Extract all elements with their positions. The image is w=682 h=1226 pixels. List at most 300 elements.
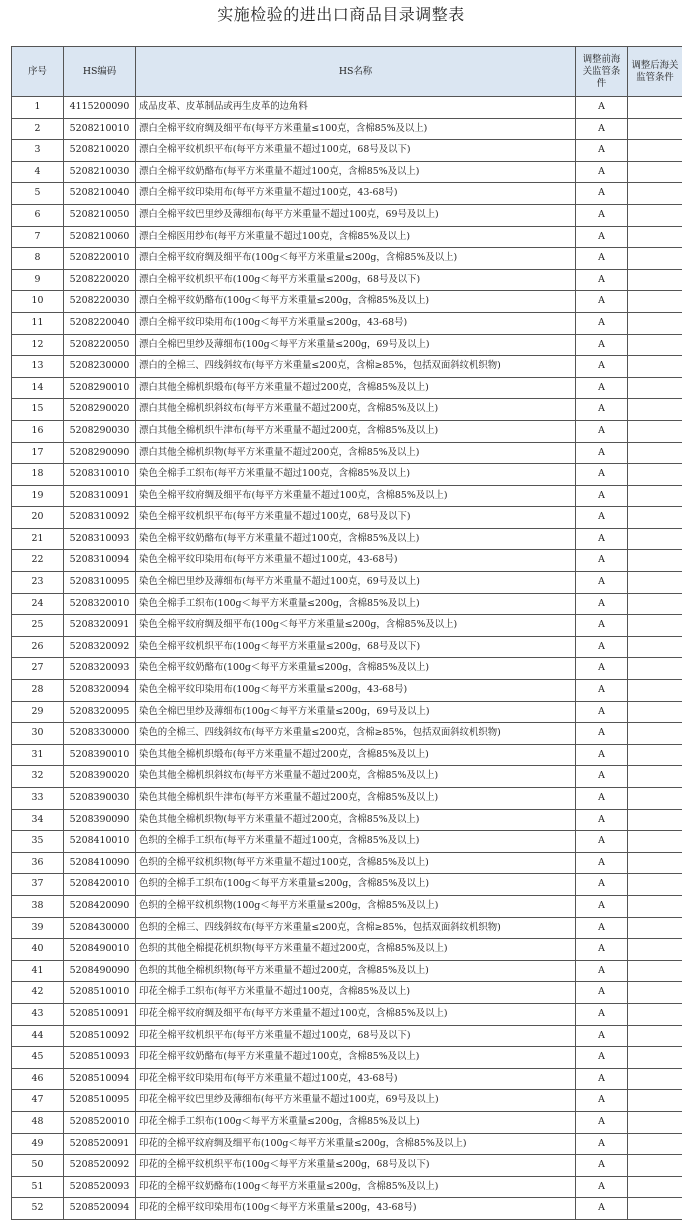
table-row	[12, 1133, 682, 1155]
table-row	[12, 1003, 682, 1025]
table-row	[12, 377, 682, 399]
header-row	[12, 47, 682, 97]
cell-before-condition: A	[576, 1047, 628, 1069]
table-row	[12, 248, 682, 270]
cell-seq: 43	[12, 1003, 64, 1025]
table-row	[12, 723, 682, 745]
cell-after-condition	[628, 939, 682, 961]
table-row	[12, 334, 682, 356]
cell-hs-code: 5208290010	[64, 377, 136, 399]
cell-seq: 30	[12, 723, 64, 745]
cell-seq: 51	[12, 1176, 64, 1198]
cell-after-condition	[628, 917, 682, 939]
cell-seq: 17	[12, 442, 64, 464]
cell-after-condition	[628, 507, 682, 529]
table-row	[12, 140, 682, 162]
cell-before-condition: A	[576, 334, 628, 356]
cell-seq: 34	[12, 809, 64, 831]
table-row	[12, 766, 682, 788]
cell-hs-name: 印花全棉平纹巴里纱及薄细布(每平方米重量不超过100克，69号及以上)	[136, 1090, 576, 1112]
table-row	[12, 464, 682, 486]
cell-seq: 1	[12, 97, 64, 119]
cell-hs-code: 5208210040	[64, 183, 136, 205]
table-row	[12, 97, 682, 119]
table-row	[12, 1111, 682, 1133]
cell-after-condition	[628, 528, 682, 550]
cell-seq: 28	[12, 680, 64, 702]
cell-hs-name: 漂白全棉平纹机织平布(100g＜每平方米重量≤200g，68号及以下)	[136, 269, 576, 291]
table-row	[12, 917, 682, 939]
table-row	[12, 809, 682, 831]
cell-before-condition: A	[576, 831, 628, 853]
table-row	[12, 593, 682, 615]
table-row	[12, 788, 682, 810]
page-title: 实施检验的进出口商品目录调整表	[217, 5, 465, 24]
cell-seq: 47	[12, 1090, 64, 1112]
cell-after-condition	[628, 312, 682, 334]
table-row	[12, 442, 682, 464]
table-row	[12, 528, 682, 550]
cell-hs-code: 5208510010	[64, 982, 136, 1004]
cell-after-condition	[628, 960, 682, 982]
cell-hs-name: 漂白全棉平纹奶酪布(每平方米重量不超过100克，含棉85%及以上)	[136, 161, 576, 183]
table-row	[12, 183, 682, 205]
cell-before-condition: A	[576, 636, 628, 658]
cell-after-condition	[628, 140, 682, 162]
cell-hs-name: 漂白全棉平纹机织平布(每平方米重量不超过100克，68号及以下)	[136, 140, 576, 162]
cell-after-condition	[628, 766, 682, 788]
cell-seq: 46	[12, 1068, 64, 1090]
cell-after-condition	[628, 636, 682, 658]
cell-after-condition	[628, 572, 682, 594]
table-row	[12, 701, 682, 723]
cell-hs-code: 5208410010	[64, 831, 136, 853]
header-before-condition: 调整前海关监管条件	[576, 47, 628, 97]
cell-hs-name: 漂白其他全棉机织斜纹布(每平方米重量不超过200克，含棉85%及以上)	[136, 399, 576, 421]
cell-after-condition	[628, 118, 682, 140]
table-row	[12, 161, 682, 183]
cell-hs-code: 5208210050	[64, 204, 136, 226]
cell-before-condition: A	[576, 1003, 628, 1025]
cell-hs-name: 印花全棉手工织布(每平方米重量不超过100克，含棉85%及以上)	[136, 982, 576, 1004]
cell-after-condition	[628, 291, 682, 313]
cell-hs-name: 漂白全棉平纹印染用布(100g＜每平方米重量≤200g，43-68号)	[136, 312, 576, 334]
header-hs-name: HS名称	[136, 47, 576, 97]
cell-before-condition: A	[576, 226, 628, 248]
cell-seq: 26	[12, 636, 64, 658]
cell-seq: 15	[12, 399, 64, 421]
cell-before-condition: A	[576, 593, 628, 615]
cell-hs-name: 染色全棉手工织布(每平方米重量不超过100克，含棉85%及以上)	[136, 464, 576, 486]
cell-after-condition	[628, 1025, 682, 1047]
cell-seq: 36	[12, 852, 64, 874]
cell-seq: 22	[12, 550, 64, 572]
cell-after-condition	[628, 356, 682, 378]
table-row	[12, 960, 682, 982]
cell-after-condition	[628, 593, 682, 615]
cell-after-condition	[628, 788, 682, 810]
cell-seq: 5	[12, 183, 64, 205]
table-row	[12, 1090, 682, 1112]
cell-seq: 13	[12, 356, 64, 378]
cell-hs-name: 染色全棉平纹府绸及细平布(每平方米重量不超过100克，含棉85%及以上)	[136, 485, 576, 507]
cell-hs-code: 5208310094	[64, 550, 136, 572]
table-row	[12, 1068, 682, 1090]
cell-after-condition	[628, 723, 682, 745]
cell-before-condition: A	[576, 852, 628, 874]
cell-seq: 35	[12, 831, 64, 853]
table-row	[12, 312, 682, 334]
cell-hs-code: 5208290030	[64, 420, 136, 442]
table-row	[12, 291, 682, 313]
cell-hs-name: 染色其他全棉机织牛津布(每平方米重量不超过200克，含棉85%及以上)	[136, 788, 576, 810]
cell-after-condition	[628, 161, 682, 183]
cell-hs-name: 染色全棉平纹奶酪布(每平方米重量不超过100克，含棉85%及以上)	[136, 528, 576, 550]
cell-before-condition: A	[576, 766, 628, 788]
cell-seq: 42	[12, 982, 64, 1004]
cell-before-condition: A	[576, 183, 628, 205]
cell-hs-code: 5208510092	[64, 1025, 136, 1047]
cell-after-condition	[628, 550, 682, 572]
cell-seq: 8	[12, 248, 64, 270]
cell-before-condition: A	[576, 701, 628, 723]
cell-after-condition	[628, 1090, 682, 1112]
cell-before-condition: A	[576, 1025, 628, 1047]
cell-after-condition	[628, 377, 682, 399]
cell-before-condition: A	[576, 528, 628, 550]
table-header	[12, 47, 682, 97]
table-row	[12, 680, 682, 702]
cell-after-condition	[628, 874, 682, 896]
cell-before-condition: A	[576, 204, 628, 226]
cell-seq: 9	[12, 269, 64, 291]
cell-before-condition: A	[576, 895, 628, 917]
cell-seq: 41	[12, 960, 64, 982]
cell-before-condition: A	[576, 312, 628, 334]
cell-hs-code: 5208420090	[64, 895, 136, 917]
cell-seq: 7	[12, 226, 64, 248]
cell-hs-code: 5208310092	[64, 507, 136, 529]
cell-hs-name: 漂白全棉医用纱布(每平方米重量不超过100克，含棉85%及以上)	[136, 226, 576, 248]
cell-before-condition: A	[576, 788, 628, 810]
cell-after-condition	[628, 1133, 682, 1155]
cell-seq: 45	[12, 1047, 64, 1069]
cell-hs-name: 漂白其他全棉机织物(每平方米重量不超过200克，含棉85%及以上)	[136, 442, 576, 464]
cell-seq: 23	[12, 572, 64, 594]
cell-before-condition: A	[576, 1068, 628, 1090]
cell-hs-name: 染色全棉巴里纱及薄细布(100g＜每平方米重量≤200g，69号及以上)	[136, 701, 576, 723]
cell-seq: 20	[12, 507, 64, 529]
header-hs-code: HS编码	[64, 47, 136, 97]
cell-hs-name: 成品皮革、皮革制品或再生皮革的边角料	[136, 97, 576, 119]
table-row	[12, 356, 682, 378]
header-seq: 序号	[12, 47, 64, 97]
cell-before-condition: A	[576, 464, 628, 486]
cell-hs-code: 5208310095	[64, 572, 136, 594]
cell-hs-code: 5208230000	[64, 356, 136, 378]
cell-seq: 11	[12, 312, 64, 334]
table-row	[12, 636, 682, 658]
cell-before-condition: A	[576, 485, 628, 507]
cell-hs-name: 色织的全棉平纹机织物(每平方米重量不超过100克，含棉85%及以上)	[136, 852, 576, 874]
catalog-table	[11, 46, 682, 1220]
cell-hs-code: 5208290020	[64, 399, 136, 421]
cell-hs-code: 4115200090	[64, 97, 136, 119]
table-row	[12, 1047, 682, 1069]
cell-after-condition	[628, 1176, 682, 1198]
cell-hs-code: 5208220050	[64, 334, 136, 356]
cell-hs-name: 漂白全棉平纹府绸及细平布(100g＜每平方米重量≤200g，含棉85%及以上)	[136, 248, 576, 270]
cell-hs-name: 染色的全棉三、四线斜纹布(每平方米重量≤200克，含棉≥85%，包括双面斜纹机织物)	[136, 723, 576, 745]
cell-before-condition: A	[576, 1090, 628, 1112]
cell-hs-name: 染色全棉平纹印染用布(100g＜每平方米重量≤200g，43-68号)	[136, 680, 576, 702]
cell-seq: 29	[12, 701, 64, 723]
cell-before-condition: A	[576, 291, 628, 313]
cell-seq: 48	[12, 1111, 64, 1133]
cell-hs-name: 印花的全棉平纹奶酪布(100g＜每平方米重量≤200g，含棉85%及以上)	[136, 1176, 576, 1198]
cell-hs-name: 染色其他全棉机织物(每平方米重量不超过200克，含棉85%及以上)	[136, 809, 576, 831]
cell-hs-code: 5208520091	[64, 1133, 136, 1155]
cell-hs-code: 5208320092	[64, 636, 136, 658]
cell-after-condition	[628, 464, 682, 486]
cell-seq: 37	[12, 874, 64, 896]
cell-seq: 16	[12, 420, 64, 442]
cell-after-condition	[628, 852, 682, 874]
cell-before-condition: A	[576, 615, 628, 637]
cell-before-condition: A	[576, 442, 628, 464]
cell-after-condition	[628, 895, 682, 917]
cell-hs-code: 5208210020	[64, 140, 136, 162]
cell-seq: 38	[12, 895, 64, 917]
table-row	[12, 939, 682, 961]
cell-hs-code: 5208510095	[64, 1090, 136, 1112]
cell-hs-code: 5208320091	[64, 615, 136, 637]
cell-seq: 33	[12, 788, 64, 810]
cell-seq: 27	[12, 658, 64, 680]
table-row	[12, 982, 682, 1004]
cell-hs-code: 5208510093	[64, 1047, 136, 1069]
cell-hs-code: 5208520093	[64, 1176, 136, 1198]
cell-hs-code: 5208390020	[64, 766, 136, 788]
table-body	[12, 97, 682, 1220]
cell-after-condition	[628, 1047, 682, 1069]
table-row	[12, 895, 682, 917]
cell-hs-name: 色织的其他全棉提花机织物(每平方米重量不超过200克，含棉85%及以上)	[136, 939, 576, 961]
cell-before-condition: A	[576, 399, 628, 421]
cell-hs-code: 5208490090	[64, 960, 136, 982]
cell-before-condition: A	[576, 356, 628, 378]
cell-before-condition: A	[576, 248, 628, 270]
table-row	[12, 658, 682, 680]
cell-before-condition: A	[576, 939, 628, 961]
cell-hs-code: 5208220040	[64, 312, 136, 334]
cell-after-condition	[628, 809, 682, 831]
cell-hs-name: 染色全棉手工织布(100g＜每平方米重量≤200g，含棉85%及以上)	[136, 593, 576, 615]
cell-seq: 18	[12, 464, 64, 486]
cell-hs-code: 5208320094	[64, 680, 136, 702]
cell-before-condition: A	[576, 572, 628, 594]
cell-hs-code: 5208320093	[64, 658, 136, 680]
cell-hs-code: 5208220010	[64, 248, 136, 270]
cell-hs-code: 5208320010	[64, 593, 136, 615]
table-row	[12, 1176, 682, 1198]
cell-hs-code: 5208520092	[64, 1155, 136, 1177]
cell-seq: 52	[12, 1198, 64, 1220]
cell-hs-name: 染色其他全棉机织斜纹布(每平方米重量不超过200克，含棉85%及以上)	[136, 766, 576, 788]
table-row	[12, 269, 682, 291]
cell-after-condition	[628, 658, 682, 680]
table-row	[12, 420, 682, 442]
cell-after-condition	[628, 442, 682, 464]
cell-before-condition: A	[576, 507, 628, 529]
cell-after-condition	[628, 1198, 682, 1220]
cell-hs-code: 5208310010	[64, 464, 136, 486]
cell-after-condition	[628, 485, 682, 507]
cell-hs-name: 印花的全棉平纹机织平布(100g＜每平方米重量≤200g，68号及以下)	[136, 1155, 576, 1177]
cell-seq: 24	[12, 593, 64, 615]
cell-before-condition: A	[576, 982, 628, 1004]
cell-seq: 31	[12, 744, 64, 766]
table-row	[12, 550, 682, 572]
cell-hs-name: 染色全棉平纹印染用布(每平方米重量不超过100克，43-68号)	[136, 550, 576, 572]
table-row	[12, 852, 682, 874]
cell-hs-code: 5208390010	[64, 744, 136, 766]
cell-before-condition: A	[576, 680, 628, 702]
cell-before-condition: A	[576, 1176, 628, 1198]
cell-seq: 4	[12, 161, 64, 183]
cell-hs-name: 印花全棉平纹机织平布(每平方米重量不超过100克，68号及以下)	[136, 1025, 576, 1047]
cell-after-condition	[628, 334, 682, 356]
table-row	[12, 226, 682, 248]
cell-after-condition	[628, 831, 682, 853]
cell-hs-name: 印花的全棉平纹府绸及细平布(100g＜每平方米重量≤200g，含棉85%及以上)	[136, 1133, 576, 1155]
cell-seq: 3	[12, 140, 64, 162]
cell-before-condition: A	[576, 377, 628, 399]
cell-seq: 49	[12, 1133, 64, 1155]
header-after-condition: 调整后海关监管条件	[628, 47, 682, 97]
cell-before-condition: A	[576, 1133, 628, 1155]
cell-hs-name: 漂白全棉平纹奶酪布(100g＜每平方米重量≤200g，含棉85%及以上)	[136, 291, 576, 313]
cell-after-condition	[628, 420, 682, 442]
cell-hs-code: 5208210030	[64, 161, 136, 183]
cell-before-condition: A	[576, 269, 628, 291]
cell-hs-code: 5208510094	[64, 1068, 136, 1090]
cell-after-condition	[628, 226, 682, 248]
cell-hs-code: 5208210010	[64, 118, 136, 140]
cell-hs-code: 5208410090	[64, 852, 136, 874]
cell-hs-name: 色织的全棉平纹机织物(100g＜每平方米重量≤200g，含棉85%及以上)	[136, 895, 576, 917]
table-row	[12, 615, 682, 637]
cell-hs-code: 5208420010	[64, 874, 136, 896]
cell-hs-code: 5208310091	[64, 485, 136, 507]
cell-seq: 44	[12, 1025, 64, 1047]
cell-before-condition: A	[576, 658, 628, 680]
table-row	[12, 572, 682, 594]
table-row	[12, 485, 682, 507]
cell-hs-name: 印花全棉平纹奶酪布(每平方米重量不超过100克，含棉85%及以上)	[136, 1047, 576, 1069]
cell-hs-code: 5208520094	[64, 1198, 136, 1220]
cell-seq: 6	[12, 204, 64, 226]
cell-seq: 39	[12, 917, 64, 939]
cell-after-condition	[628, 744, 682, 766]
cell-hs-code: 5208290090	[64, 442, 136, 464]
cell-hs-code: 5208430000	[64, 917, 136, 939]
cell-hs-code: 5208510091	[64, 1003, 136, 1025]
cell-hs-name: 色织的全棉手工织布(100g＜每平方米重量≤200g，含棉85%及以上)	[136, 874, 576, 896]
cell-seq: 40	[12, 939, 64, 961]
cell-hs-code: 5208390090	[64, 809, 136, 831]
cell-after-condition	[628, 1003, 682, 1025]
cell-hs-code: 5208390030	[64, 788, 136, 810]
cell-hs-name: 漂白其他全棉机织缎布(每平方米重量不超过200克，含棉85%及以上)	[136, 377, 576, 399]
cell-hs-name: 染色全棉平纹奶酪布(100g＜每平方米重量≤200g，含棉85%及以上)	[136, 658, 576, 680]
cell-before-condition: A	[576, 723, 628, 745]
cell-before-condition: A	[576, 1155, 628, 1177]
cell-hs-name: 漂白全棉巴里纱及薄细布(100g＜每平方米重量≤200g，69号及以上)	[136, 334, 576, 356]
cell-hs-code: 5208520010	[64, 1111, 136, 1133]
table-row	[12, 507, 682, 529]
cell-before-condition: A	[576, 917, 628, 939]
cell-before-condition: A	[576, 420, 628, 442]
cell-before-condition: A	[576, 161, 628, 183]
cell-hs-name: 染色其他全棉机织缎布(每平方米重量不超过200克，含棉85%及以上)	[136, 744, 576, 766]
cell-hs-name: 漂白全棉平纹巴里纱及薄细布(每平方米重量不超过100克，69号及以上)	[136, 204, 576, 226]
table-row	[12, 1025, 682, 1047]
cell-hs-name: 染色全棉平纹府绸及细平布(100g＜每平方米重量≤200g，含棉85%及以上)	[136, 615, 576, 637]
cell-after-condition	[628, 399, 682, 421]
cell-after-condition	[628, 97, 682, 119]
cell-before-condition: A	[576, 960, 628, 982]
table-row	[12, 744, 682, 766]
table-row	[12, 1198, 682, 1220]
cell-hs-name: 色织的全棉手工织布(每平方米重量不超过100克，含棉85%及以上)	[136, 831, 576, 853]
cell-seq: 50	[12, 1155, 64, 1177]
cell-after-condition	[628, 1111, 682, 1133]
cell-after-condition	[628, 183, 682, 205]
cell-after-condition	[628, 1155, 682, 1177]
cell-before-condition: A	[576, 874, 628, 896]
cell-seq: 21	[12, 528, 64, 550]
cell-hs-code: 5208490010	[64, 939, 136, 961]
cell-hs-name: 染色全棉平纹机织平布(100g＜每平方米重量≤200g，68号及以下)	[136, 636, 576, 658]
cell-hs-name: 漂白全棉平纹印染用布(每平方米重量不超过100克，43-68号)	[136, 183, 576, 205]
table-row	[12, 118, 682, 140]
cell-hs-code: 5208330000	[64, 723, 136, 745]
cell-hs-name: 染色全棉巴里纱及薄细布(每平方米重量不超过100克，69号及以上)	[136, 572, 576, 594]
cell-hs-name: 印花全棉平纹印染用布(每平方米重量不超过100克，43-68号)	[136, 1068, 576, 1090]
cell-before-condition: A	[576, 744, 628, 766]
cell-after-condition	[628, 269, 682, 291]
cell-before-condition: A	[576, 1198, 628, 1220]
cell-hs-name: 染色全棉平纹机织平布(每平方米重量不超过100克，68号及以下)	[136, 507, 576, 529]
cell-before-condition: A	[576, 809, 628, 831]
cell-before-condition: A	[576, 1111, 628, 1133]
table-row	[12, 399, 682, 421]
cell-after-condition	[628, 982, 682, 1004]
cell-hs-code: 5208210060	[64, 226, 136, 248]
table-row	[12, 831, 682, 853]
cell-seq: 2	[12, 118, 64, 140]
cell-seq: 19	[12, 485, 64, 507]
cell-after-condition	[628, 204, 682, 226]
cell-before-condition: A	[576, 97, 628, 119]
cell-hs-code: 5208220030	[64, 291, 136, 313]
cell-after-condition	[628, 615, 682, 637]
cell-after-condition	[628, 1068, 682, 1090]
cell-after-condition	[628, 680, 682, 702]
cell-before-condition: A	[576, 550, 628, 572]
cell-before-condition: A	[576, 140, 628, 162]
